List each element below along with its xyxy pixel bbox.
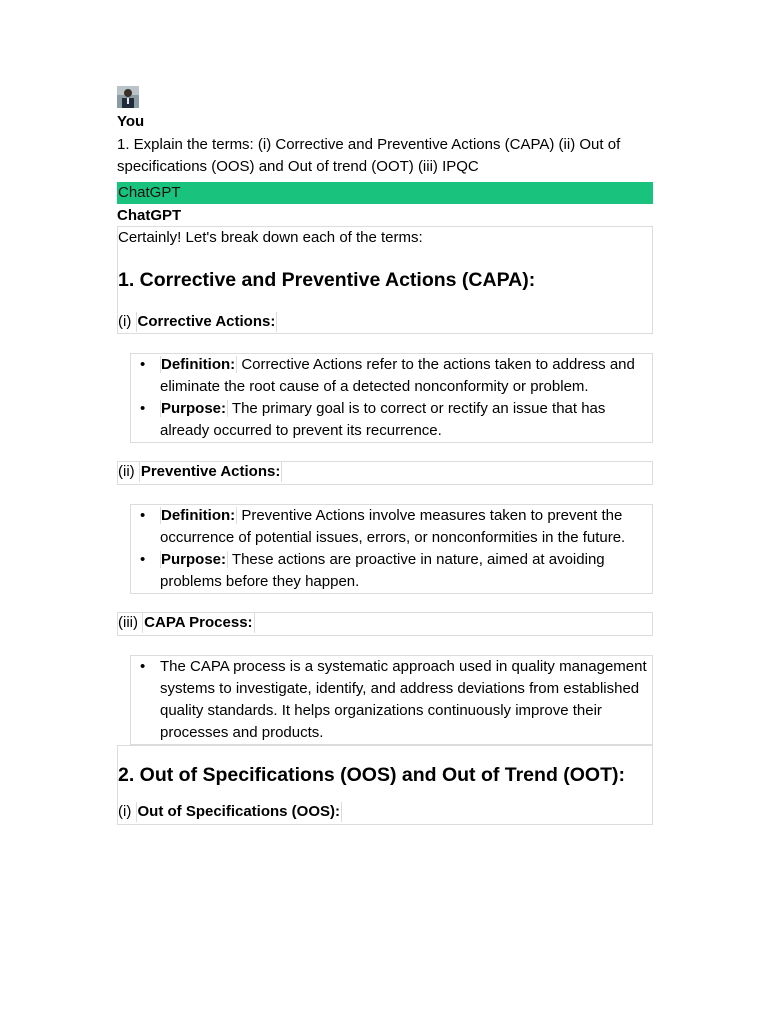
- definition-text: Corrective Actions refer to the actions taken to address and eliminate the root cause of a detected nonconformity or problem.: [160, 356, 635, 395]
- process-title: CAPA Process:: [144, 614, 253, 631]
- assistant-header-bar: ChatGPT: [117, 182, 653, 204]
- corrective-subheading: [118, 312, 652, 332]
- response-intro-box: [117, 226, 653, 334]
- user-name: You: [117, 113, 145, 130]
- corrective-prefix: (i): [118, 313, 132, 330]
- process-list: [130, 655, 653, 745]
- oos-subheading: [118, 802, 652, 824]
- user-avatar: [117, 86, 139, 108]
- capa-heading: 1. Corrective and Preventive Actions (CAPA):: [118, 269, 536, 291]
- purpose-label: Purpose:: [161, 400, 227, 417]
- oos-heading: 2. Out of Specifications (OOS) and Out of Trend (OOT):: [118, 764, 625, 786]
- preventive-prefix: (ii): [118, 463, 135, 480]
- oos-section-box: [117, 745, 653, 825]
- user-message: 1. Explain the terms: (i) Corrective and Preventive Actions (CAPA) (ii) Out of specifications (OOS) and Out of trend (OOT) (iii) IPQC: [117, 136, 621, 175]
- list-item: [131, 549, 652, 593]
- purpose-label: Purpose:: [161, 551, 227, 568]
- definition-label: Definition:: [161, 356, 236, 373]
- preventive-list: [130, 504, 653, 594]
- purpose-text: These actions are proactive in nature, aimed at avoiding problems before they happen.: [160, 551, 605, 590]
- process-subheading: [117, 612, 653, 636]
- definition-text: Preventive Actions involve measures taken to prevent the occurrence of potential issues, errors, or nonconformities in the future.: [160, 507, 626, 546]
- corrective-list: [130, 353, 653, 443]
- preventive-title: Preventive Actions:: [140, 463, 281, 480]
- corrective-title: Corrective Actions:: [137, 313, 276, 330]
- intro-text: Certainly! Let's break down each of the terms:: [118, 229, 423, 246]
- oos-prefix: (i): [118, 803, 132, 820]
- list-item: • The CAPA process is a systematic approach used in quality management systems to investigate, identify, and address deviations from established quality standards. It helps organizations continuously improve their processes and products.: [131, 656, 652, 744]
- list-item: [131, 398, 652, 442]
- definition-label: Definition:: [161, 507, 236, 524]
- list-item: [131, 505, 652, 549]
- list-item: [131, 354, 652, 398]
- assistant-name: ChatGPT: [117, 207, 182, 224]
- chat-transcript: [117, 86, 653, 825]
- purpose-text: The primary goal is to correct or rectify an issue that has already occurred to prevent its recurrence.: [160, 400, 606, 439]
- oos-title: Out of Specifications (OOS):: [137, 803, 341, 820]
- process-prefix: (iii): [118, 614, 138, 631]
- preventive-subheading: [117, 461, 653, 485]
